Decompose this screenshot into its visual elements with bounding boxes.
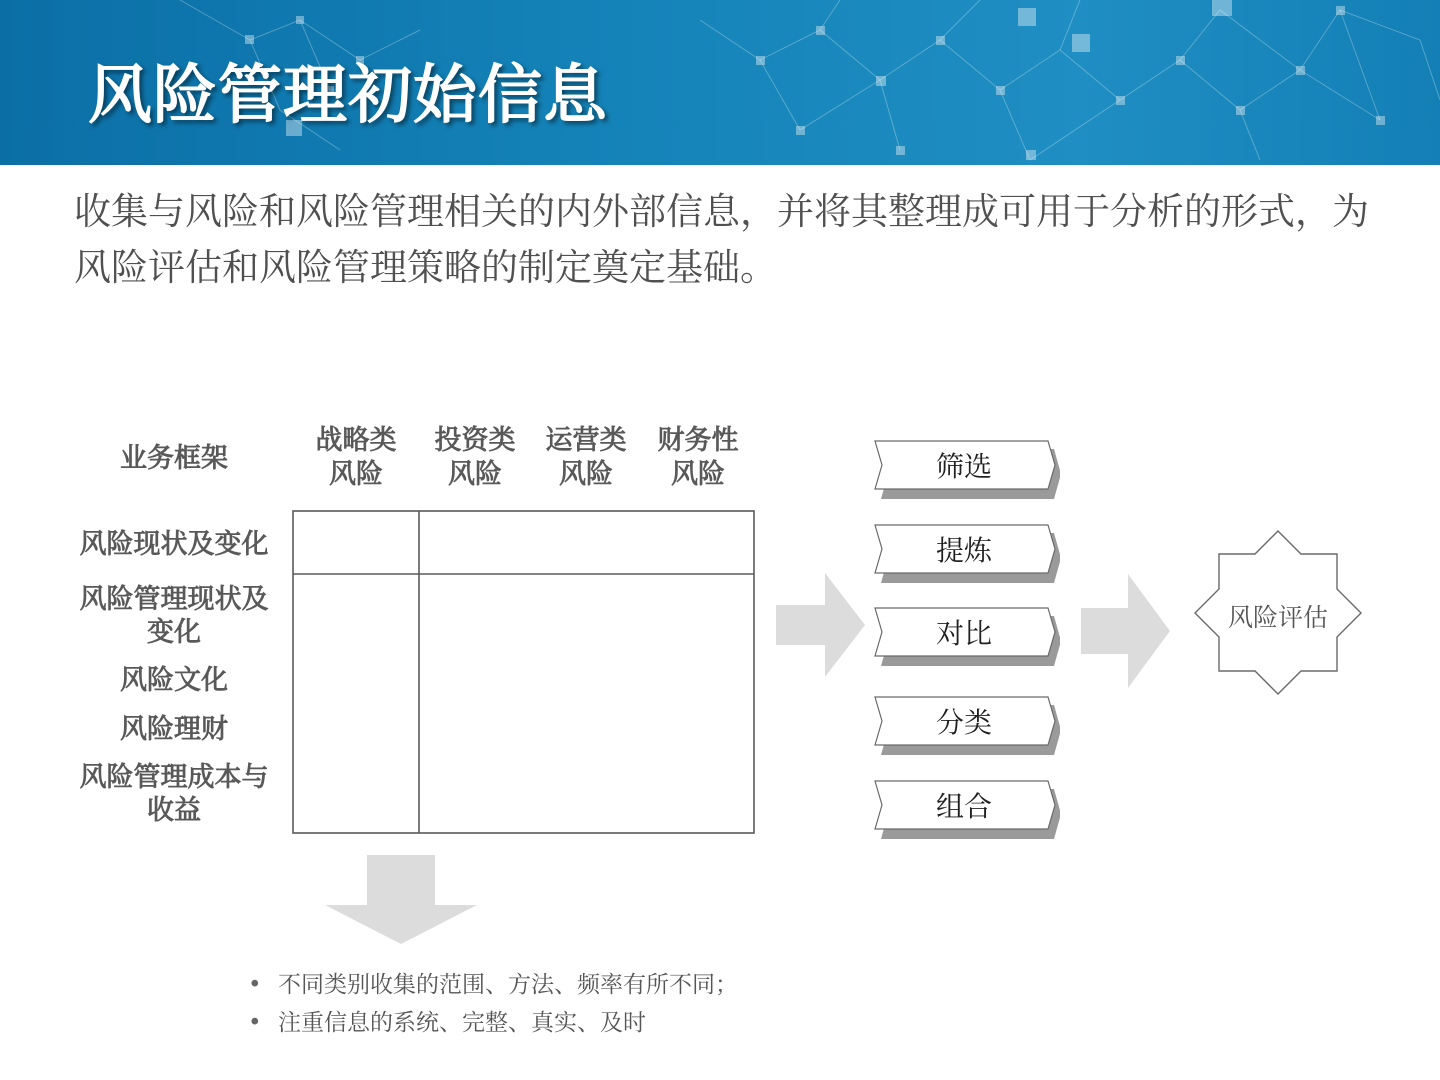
step-label-combine: 组合 — [935, 790, 992, 823]
step-compare — [874, 607, 1054, 661]
notes-list — [248, 966, 738, 1042]
step-filter — [874, 440, 1054, 494]
column-header-investment: 投资类 风险 — [434, 425, 516, 490]
column-header-finance: 财务性 风险 — [657, 425, 739, 490]
step-label-filter: 筛选 — [935, 450, 992, 483]
table-corner-label: 业务框架 — [120, 443, 228, 474]
right-arrow-1 — [776, 573, 865, 677]
column-header-operations: 运营类 风险 — [545, 425, 627, 490]
step-classify — [874, 696, 1054, 750]
right-arrow-2 — [1081, 574, 1170, 688]
step-refine — [874, 524, 1054, 578]
framework-grid — [293, 511, 754, 833]
step-label-compare: 对比 — [935, 617, 992, 650]
step-combine — [874, 780, 1054, 834]
down-arrow — [325, 855, 477, 944]
result-label: 风险评估 — [1227, 603, 1328, 632]
row-header-culture: 风险文化 — [120, 665, 228, 696]
row-header-finance-mgmt: 风险理财 — [120, 714, 228, 745]
row-header-cost-benefit: 风险管理成本与 收益 — [79, 762, 269, 826]
step-label-refine: 提炼 — [935, 534, 992, 567]
row-header-status: 风险现状及变化 — [79, 529, 269, 560]
note-item: • 注重信息的系统、完整、真实、及时 — [248, 1004, 738, 1042]
note-item: • 不同类别收集的范围、方法、频率有所不同； — [248, 966, 738, 1004]
step-label-classify: 分类 — [935, 706, 992, 739]
row-header-management-status: 风险管理现状及 变化 — [79, 584, 269, 648]
column-header-strategy: 战略类 风险 — [315, 425, 397, 490]
intro-text: 收集与风险和风险管理相关的内外部信息，并将其整理成可用于分析的形式，为风险评估和风险管理策略的制定奠定基础。 — [74, 190, 1369, 289]
page-title: 风险管理初始信息 — [88, 59, 608, 133]
